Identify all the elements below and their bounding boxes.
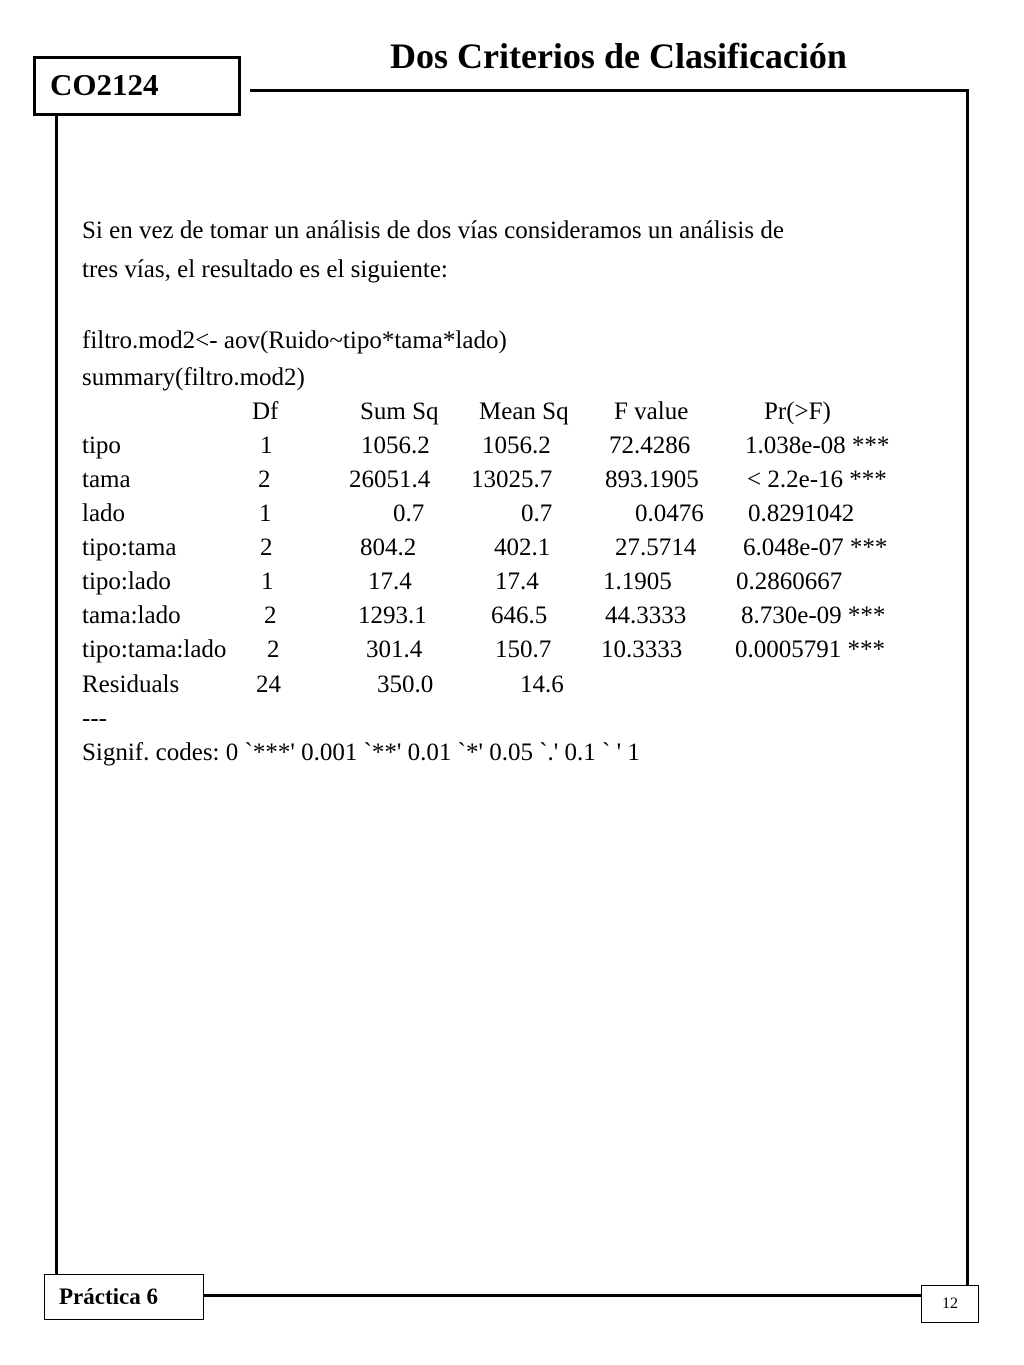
row-term: tipo:tama [82,534,177,561]
row-mean-sq: 14.6 [520,671,564,698]
row-sum-sq: 26051.4 [349,466,431,493]
row-p-value: 0.8291042 [748,500,855,527]
code-line-2: summary(filtro.mod2) [82,364,305,391]
row-sum-sq: 350.0 [377,671,434,698]
row-sum-sq: 804.2 [360,534,417,561]
row-mean-sq: 402.1 [494,534,551,561]
header-sum-sq: Sum Sq [360,398,439,425]
row-df: 1 [260,432,273,459]
page-number-box [921,1285,979,1323]
row-df: 2 [260,534,273,561]
page-number: 12 [942,1295,958,1312]
row-f-value: 72.4286 [609,432,691,459]
row-p-value: 0.0005791 *** [735,636,885,663]
row-mean-sq: 1056.2 [482,432,551,459]
row-mean-sq: 0.7 [521,500,553,527]
row-term: tipo [82,432,121,459]
row-f-value: 1.1905 [603,568,672,595]
intro-line-2: tres vías, el resultado es el siguiente: [82,256,448,283]
row-df: 1 [261,568,274,595]
header-pr-f: Pr(>F) [764,398,831,425]
page-title: Dos Criterios de Clasificación [390,36,847,76]
header-mean-sq: Mean Sq [479,398,569,425]
row-mean-sq: 13025.7 [471,466,553,493]
row-f-value: 27.5714 [615,534,697,561]
intro-line-1: Si en vez de tomar un análisis de dos vías consideramos un análisis de [82,217,784,244]
header-df: Df [252,398,279,425]
frame-top-border [250,89,969,92]
row-term: lado [82,500,126,527]
row-term: tipo:tama:lado [82,636,227,663]
row-p-value: 1.038e-08 *** [745,432,890,459]
row-sum-sq: 1056.2 [361,432,430,459]
frame-right-border [966,89,969,1297]
code-line-1: filtro.mod2<- aov(Ruido~tipo*tama*lado) [82,327,507,354]
row-sum-sq: 301.4 [366,636,423,663]
row-mean-sq: 150.7 [495,636,552,663]
frame-bottom-border [204,1294,969,1297]
row-p-value: 0.2860667 [736,568,843,595]
course-code: CO2124 [50,67,159,102]
row-term: tipo:lado [82,568,171,595]
row-df: 24 [256,671,281,698]
frame-left-border [55,114,58,1276]
row-p-value: 6.048e-07 *** [743,534,888,561]
row-f-value: 44.3333 [605,602,687,629]
header-f-value: F value [614,398,689,425]
row-sum-sq: 0.7 [393,500,425,527]
row-df: 2 [264,602,277,629]
row-f-value: 893.1905 [605,466,699,493]
row-mean-sq: 17.4 [495,568,539,595]
row-p-value: 8.730e-09 *** [741,602,886,629]
row-df: 2 [267,636,280,663]
row-p-value: < 2.2e-16 *** [747,466,887,493]
row-f-value: 10.3333 [601,636,683,663]
row-term: tama [82,466,131,493]
row-sum-sq: 17.4 [368,568,412,595]
practice-label-box [44,1274,204,1320]
row-f-value: 0.0476 [635,500,704,527]
row-sum-sq: 1293.1 [358,602,427,629]
row-df: 2 [258,466,271,493]
row-term: tama:lado [82,602,181,629]
course-code-box [33,56,241,116]
row-df: 1 [259,500,272,527]
separator-line: --- [82,705,107,732]
practice-label: Práctica 6 [59,1284,158,1309]
row-mean-sq: 646.5 [491,602,548,629]
signif-codes: Signif. codes: 0 `***' 0.001 `**' 0.01 `*' 0.05 `.' 0.1 ` ' 1 [82,739,640,766]
row-term: Residuals [82,671,180,698]
